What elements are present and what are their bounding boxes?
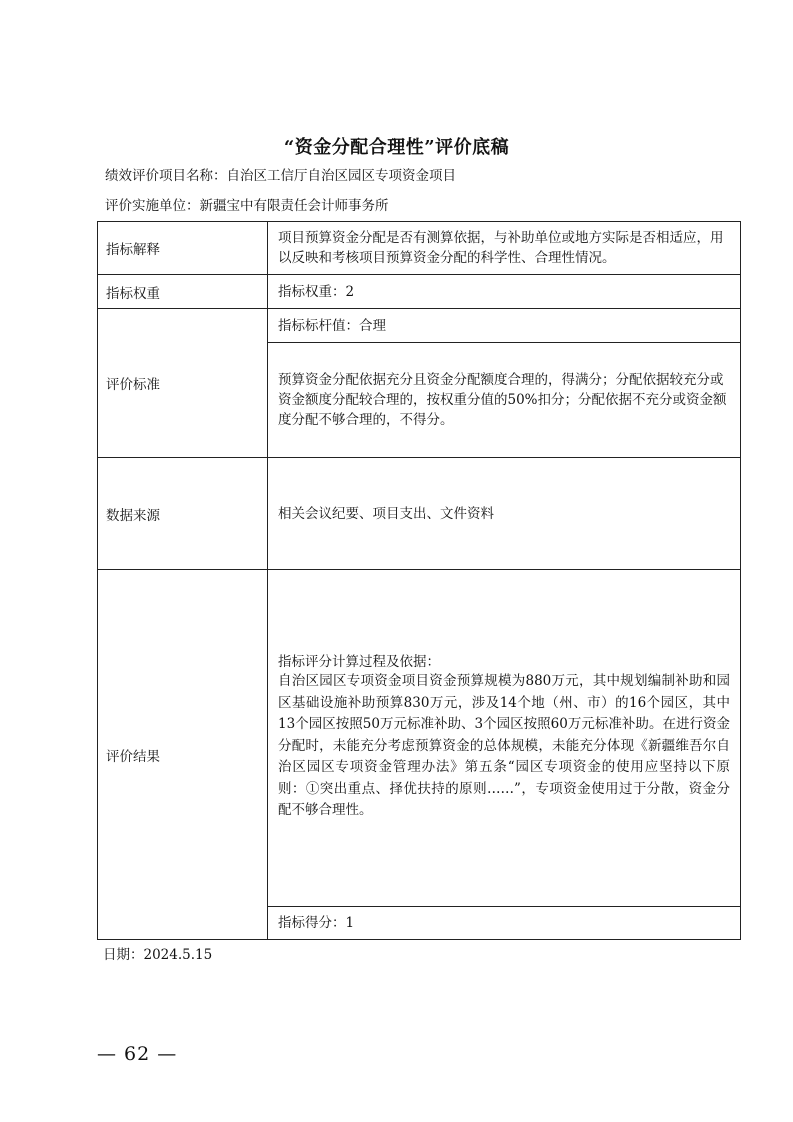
indicator-explanation-value: 项目预算资金分配是否有测算依据，与补助单位或地方实际是否相适应，用以反映和考核项目预算资金分配的科学性、合理性情况。 <box>268 222 741 275</box>
benchmark-value: 指标标杆值：合理 <box>268 309 741 343</box>
data-source-label: 数据来源 <box>98 458 268 570</box>
table-row <box>98 275 741 309</box>
table-row <box>98 222 741 275</box>
evaluation-table <box>97 221 741 940</box>
table-row <box>98 458 741 570</box>
project-name-line: 绩效评价项目名称：自治区工信厅自治区园区专项资金项目 <box>105 168 456 184</box>
implementing-unit-line: 评价实施单位：新疆宝中有限责任会计师事务所 <box>105 198 389 214</box>
table-row <box>98 570 741 907</box>
process-text: 自治区园区专项资金项目资金预算规模为880万元，其中规划编制补助和园区基础设施补助预算830万元，涉及14个地（州、市）的16个园区，其中13个园区按照50万元标准补助、3个园区按照60万元标准补助。在进行资金分配时，未能充分考虑预算资金的总体规模，未能充分体现《新疆维吾尔自治区园区专项资金管理办法》第五条“园区专项资金的使用应坚持以下原则：①突出重点、择优扶持的原则……”，专项资金使用过于分散，资金分配不够合理性。 <box>278 673 730 819</box>
process-heading: 指标评分计算过程及依据： <box>278 654 440 671</box>
document-title: “资金分配合理性”评价底稿 <box>283 137 510 158</box>
data-source-value: 相关会议纪要、项目支出、文件资料 <box>268 458 741 570</box>
table-row <box>98 309 741 343</box>
date-line: 日期：2024.5.15 <box>103 947 213 963</box>
evaluation-process-cell <box>268 570 741 907</box>
evaluation-standard-label: 评价标准 <box>98 309 268 458</box>
indicator-weight-label: 指标权重 <box>98 275 268 309</box>
indicator-explanation-label: 指标解释 <box>98 222 268 275</box>
indicator-score: 指标得分：1 <box>268 907 741 940</box>
indicator-weight-value: 指标权重：2 <box>268 275 741 309</box>
evaluation-criteria: 预算资金分配依据充分且资金分配额度合理的，得满分；分配依据较充分或资金额度分配较合理的，按权重分值的50%扣分；分配依据不充分或资金额度分配不够合理的，不得分。 <box>268 343 741 458</box>
page-number: — 62 — <box>97 1043 178 1065</box>
evaluation-result-label: 评价结果 <box>98 570 268 940</box>
